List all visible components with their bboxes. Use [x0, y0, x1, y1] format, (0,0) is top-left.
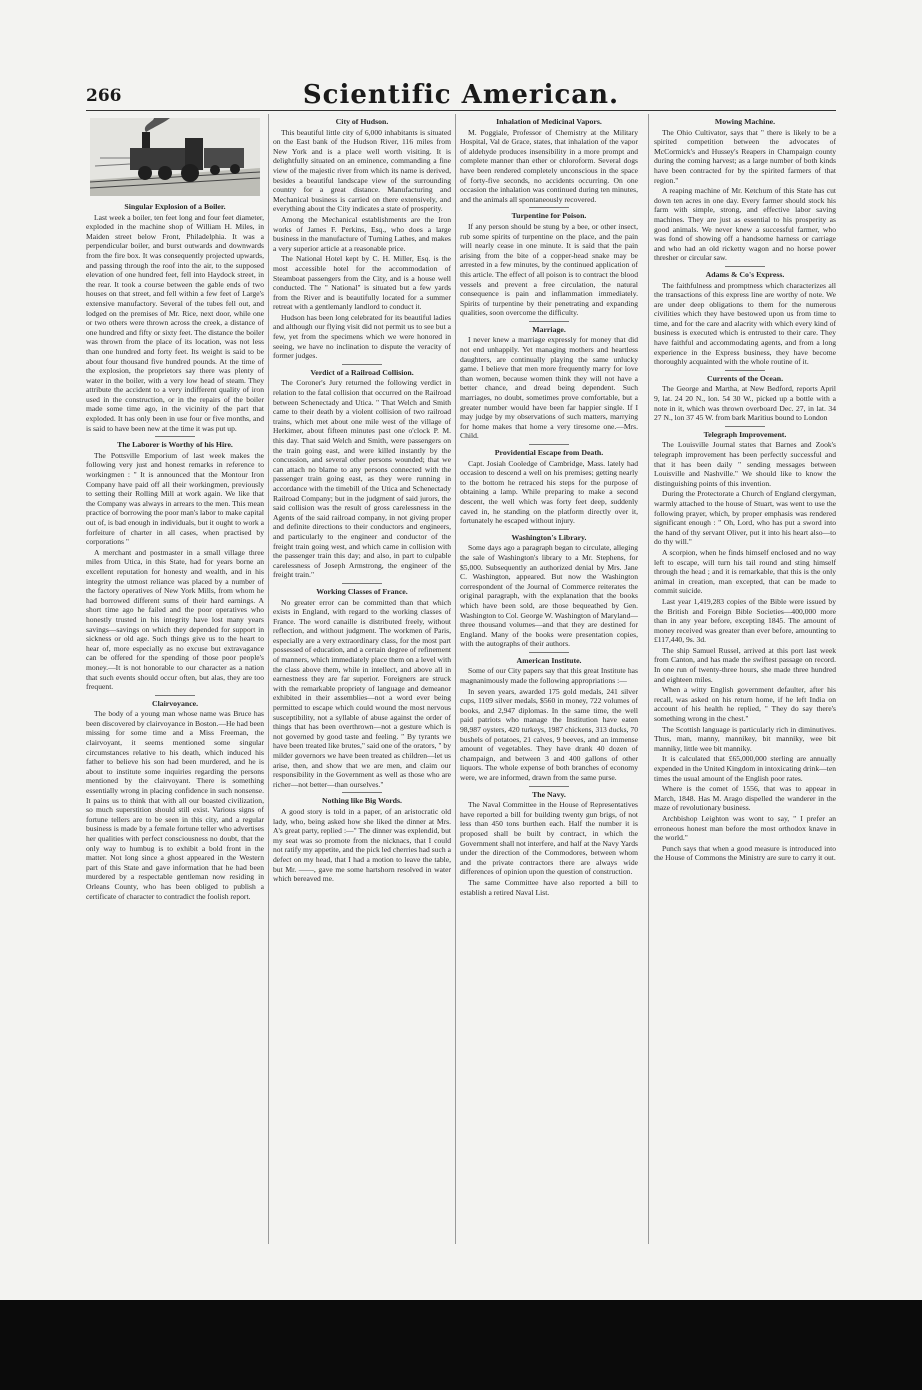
column-4 — [654, 114, 836, 1244]
article-divider — [725, 426, 765, 427]
page-number: 266 — [86, 86, 122, 106]
article-heading: Adams & Co's Express. — [705, 269, 785, 279]
article-divider — [155, 695, 195, 696]
article-divider — [725, 266, 765, 267]
article — [654, 117, 836, 263]
article-divider — [342, 792, 382, 793]
article-paragraph: A good story is told in a paper, of an aristocratic old lady, who, being asked how she liked the dinner at Mrs. A's great party, replied :—" The dinner was explendid, but my seat was so promote from the nicknacs, that I could not ratify my appetite, and the pick led cherries had such a defect on my head, that I had a motion to leave the table, but Mr. ——, gave me some hartshorn resolved in water which bereaved me. — [273, 806, 451, 884]
column-3 — [460, 114, 638, 1244]
article-divider — [529, 786, 569, 787]
locomotive-engraving — [90, 118, 260, 196]
article-paragraph: A scorpion, when he finds himself enclosed and no way left to escape, will turn his tail round and sting himself through the head ; and it is remarkable, that this is the only animal in creation, man excepted, that can be made to commit suicide. — [654, 547, 836, 596]
article-paragraph: If any person should be stung by a bee, or other insect, rub some spirits of turpentine on the place, and the pain will nearly cease in one minute. It is said that the pain arising from the bite of a copper-head snake may be arrested in a few minutes, by the continued application of this article. The effect of all poison is to contract the blood vessels and prevent a free circulation, the natural consequence is pain and inflammation immediately. Spirits of turpentine by their penetrating and expanding qualities, soon overcome the difficulty. — [460, 221, 638, 318]
article-paragraph: A merchant and postmaster in a small village three miles from Utica, in this State, had for years borne an excellent reputation for honesty and wealth, and in his integrity the utmost reliance was placed by a number of the factory operatives of New York Mills, from whom he had borrowed different sums of their hard earnings. A short time ago he failed and the poor operatives who honestly trusted in his integrity have lost many years savings—savings on which they depended for support in sickness or old age. Such things give us to the heart to hear of, more especially as no excuse but extravagance can be offered for the spending of those poor people's money.—It is not honorable to our character as a nation that such events should occur often, but alas, they are too frequent. — [86, 547, 264, 692]
article-heading: Singular Explosion of a Boiler. — [124, 202, 226, 211]
column-1 — [86, 114, 264, 1244]
article — [460, 325, 638, 441]
article-heading: Providential Escape from Death. — [494, 448, 604, 457]
article-paragraph: Last week a boiler, ten feet long and four feet diameter, exploded in the machine shop of William H. Miles, in Maiden street below Front, Philadelphia. It was a perpendicular boiler, and burst outwards and downwards from the fire box. It was consequently projected upwards, and passing through the roof into the air, to the supposed elevation of one hundred feet, fell into Haydock street, in the rear. It took a course between the gable ends of two houses on that street, and fell within a few feet of Large's extensive manufactory. Several of the tubes fell out, and lodged on the premises of Mr. Rice, next door, while one or two others were thrown across the creek, a distance of one hundred and fifty or sixty feet. The distance the boiler was thrown from the place of its location, was not less than one hundred and forty feet. Its weight is said to be about four thousand five hundred pounds. At the time of the explosion, the proprietors say there was plenty of water in the boiler, with a very low head of steam. They attribute the accident to a very indifferent quality of iron used in the construction, or in the repairs of the boiler made some time ago, in the vicinity of the part that exploded. It has only been in use four or five months, and is said to have been new at the time it was put up. — [86, 212, 264, 433]
article-divider — [155, 436, 195, 437]
article-heading: Verdict of a Railroad Collision. — [310, 367, 414, 377]
article-paragraph: The George and Martha, at New Bedford, reports April 9, lat. 24 20 N., lon. 54 30 W., picked up a bottle with a note in it, which was thrown overboard Dec. 27, in lat. 34 27 N., lon 37 45 W. from bark Maritius bound to London — [654, 384, 836, 423]
article-heading: Telegraph Improvement. — [703, 429, 787, 439]
article — [460, 211, 638, 318]
article-paragraph: In seven years, awarded 175 gold medals, 241 silver cups, 1109 silver medals, $560 in money, 722 volumes of books, and 2,947 diplomas. In the same time, the well paid patriots who manage the Institution have eaten 98,987 oysters, 420 turkeys, 1987 chickens, 313 ducks, 70 bushels of potatoes, 21 calves, 9 beeves, and an immense amount of vegetables. They have drank 40 dozen of champaign, and between 3 and 400 gallons of other liquors. The whole expense of both branches of economy were, we are informed, drawn from the same purse. — [460, 686, 638, 782]
article-paragraph: No greater error can be committed than that which exists in England, with regard to the working classes of France. The word canaille is distributed freely, without reflection, and without judgment. The workmen of Paris, especially are a very extraordinary class, for the most part possessed of education, and a certain degree of refinement of manners, which immediately place them on a level with the class above them, while in intellect, and above all in earnestness they are far superior. Foreigners are struck with the remarkable propriety of language and demeanor exhibited in their assemblies—not a word ever being permitted to escape which could wound the most nervous susceptibility, not a syllable of abuse against the order of things that has been overthrown—not a gesture which is not governed by good taste and feeling. " By tyrants we have been treated like brutes," said one of the orators, " by milder governors we have been treated as children—let us arise, then, and show that we are men, and claim our responsibility in the Government as well as those who are richer—not better—than ourselves." — [273, 597, 451, 789]
article-heading: Turpentine for Poison. — [511, 211, 587, 221]
article-heading: Clairvoyance. — [151, 698, 199, 708]
article-divider — [529, 321, 569, 322]
article — [86, 699, 264, 901]
column-divider — [268, 114, 269, 1244]
article-paragraph: Punch says that when a good measure is introduced into the House of Commons the Ministry are sure to carry it out. — [654, 843, 836, 863]
column-2 — [273, 114, 451, 1244]
article — [460, 656, 638, 783]
article-paragraph: Some of our City papers say that this great Institute has magnanimously made the following appropriations :— — [460, 666, 638, 686]
article-paragraph: Among the Mechanical establishments are the Iron works of James F. Perkins, Esq., who does a large business in the manufacture of Turning Lathes, and makes a very superior article at a reasonable price. — [273, 214, 451, 253]
article — [460, 448, 638, 526]
article-paragraph: When a witty English government defaulter, after his recall, was asked on his return home, if he left India on account of his health he replied, " They do say there's something wrong in the chest." — [654, 685, 836, 724]
header-rule — [86, 110, 836, 111]
article — [86, 202, 264, 433]
article-heading: Currents of the Ocean. — [706, 373, 784, 383]
article-heading: Working Classes of France. — [316, 586, 408, 596]
article — [460, 117, 638, 204]
article-heading: City of Hudson. — [335, 117, 389, 126]
masthead: Scientific American. — [302, 80, 620, 110]
article-paragraph: During the Protectorate a Church of England clergyman, warmly attached to the house of Stuart, was went to use the following prayer, which, by proper emphasis was rendered significant enough : " Oh, Lord, who has put a sword into the hand of thy servant Oliver, put it into his heart also—to do thy will." — [654, 489, 836, 547]
article-paragraph: The same Committee have also reported a bill to establish a retired Naval List. — [460, 877, 638, 897]
article-paragraph: M. Poggiale, Professor of Chemistry at the Military Hospital, Val de Grace, states, that inhalation of the vapor of aldehyde produces insensibility in a more prompt and complete manner than ether or chloroform. Several dogs have been rendered completely unconscious in the space of forty-five seconds, no accidents occurring. On one occasion the inhalation was continued during ten minutes, and the animals all spontaneously recovered. — [460, 127, 638, 204]
article-heading: The Laborer is Worthy of his Hire. — [117, 440, 233, 450]
article-paragraph: Archbishop Leighton was wont to say, " I prefer an erroneous honest man before the most orthodox knave in the world." — [654, 813, 836, 843]
article-paragraph: The Naval Committee in the House of Representatives have reported a bill for building twenty gun brigs, of not less than 450 tons burthen each. Half the number it is proposed shall be built by contract, in which the Government shall not interfere, and half at the Navy Yards under the direction of the Commodores, between whom and the private contractors there are always wide differences of opinion upon the question of construction. — [460, 800, 638, 877]
article — [654, 430, 836, 863]
article-paragraph: The Louisville Journal states that Barnes and Zook's telegraph improvement has been perfectly successful and that it has been daily " sending messages between Louisville and Nashville." We should like to know the distinguishing points of this invention. — [654, 440, 836, 488]
article-paragraph: Last year 1,419,283 copies of the Bible were issued by the British and Foreign Bible Societies—400,000 more than in any year before, excepting 1845. The amount of money received was greater than ever before, amounting to £117,440, 9s. 3d. — [654, 596, 836, 645]
column-divider — [455, 114, 456, 1244]
article-heading: American Institute. — [516, 655, 582, 665]
article-paragraph: The National Hotel kept by C. H. Miller, Esq. is the most accessible hotel for the accommodation of Steamboat passengers from the City, and is a house well conducted. The " National" is situated but a few yards from the River and is beautifully located for a summer retreat with a gentlemanly landlord to conduct it. — [273, 254, 451, 312]
article — [273, 587, 451, 789]
article-heading: Mowing Machine. — [714, 117, 776, 126]
article-heading: Inhalation of Medicinal Vapors. — [496, 117, 602, 126]
article-divider — [529, 444, 569, 445]
article-paragraph: The ship Samuel Russel, arrived at this port last week from Canton, and has made the swiftest passage on record. In one run of twenty-three hours, she made three hundred and eighteen miles. — [654, 645, 836, 684]
article-paragraph: The Scottish language is particularly rich in diminutives. Thus, man, manny, mannikey, bit manniky, wee bit manniky, little wee bit manniky. — [654, 724, 836, 753]
article — [273, 117, 451, 361]
article-heading: Washington's Library. — [511, 532, 587, 542]
article-paragraph: Hudson has been long celebrated for its beautiful ladies and although our flying visit did not permit us to see but a few, yet from the specimens which we were honored in seeing, we have no inclination to dispute the veracity of former judges. — [273, 312, 451, 361]
article — [273, 368, 451, 580]
article-paragraph: Capt. Josiah Cooledge of Cambridge, Mass. lately had occasion to descend a well on his premises; getting nearly to the bottom he retraced his steps for the purpose of obtaining a lamp. While preparing to make a second descent, the well which was forty feet deep, suddenly caved in, he standing on the platform directly over it, fortunately he escaped without injury. — [460, 458, 638, 526]
article-heading: Nothing like Big Words. — [321, 796, 402, 806]
article-paragraph: The Coroner's Jury returned the following verdict in relation to the fatal collision that occurred on the Railroad between Schenectady and Utica. " That Welch and Smith came to their death by a violent collision of two railroad trains, which met about one mile west of the village of Herkimer, about fifteen minutes past one o'clock P. M. this day. That said Welch and Smith, were passengers on the train going east, and were killed instantly by the concussion, and several other persons wounded; that we can attach no blame to any persons connected with the passenger train going east, as they were running in accordance with the timebill of the Utica and Schenectady Railroad Company; but in the judgment of said jurors, the said collision was the result of gross carelessness in the Agents of the said railroad company, in not giving proper and definite directions to their conductors and engineers, and particularly to the engineer and conductor of the freight train going west, and which came in collision with the passenger train this day; and also, in part to culpable carelessness of Joseph Armstrong, the engineer of the freight train." — [273, 378, 451, 580]
article-paragraph: The Pottsville Emporium of last week makes the following very just and honest remarks in reference to workingmen : " It is announced that the Montour Iron Company have paid off all their workingmen, previously to setting their Rolling Mill at work again. We like that the Company was always in arrears to the men. This mean practice of borrowing the poor man's labor to make capital out of, is bad enough in individuals, but it ought to work a forfeiture of charter in all cases, when practised by corporations " — [86, 450, 264, 547]
article-divider — [342, 583, 382, 584]
article-heading: The Navy. — [532, 789, 566, 799]
footer-bar — [0, 1300, 922, 1390]
article-paragraph: The faithfulness and promptness which characterizes all the transactions of this express line are worthy of note. We are under deep obligations to them for the numerous civilities which they have bestowed upon us from time to time, and for the care and alacrity with which every kind of business is executed which is entrusted to their care. They have faithful and accommodating agents, and from a long experience in the Express business, they have become thoroughly acquainted with the whole routine of it. — [654, 280, 836, 367]
article — [654, 374, 836, 423]
article — [654, 270, 836, 367]
article-heading: Marriage. — [532, 324, 566, 334]
article — [273, 796, 451, 883]
column-divider — [648, 114, 649, 1244]
article-paragraph: The Ohio Cultivator, says that " there is likely to be a spirited competition between the advocates of McCormick's and Hussey's Reapers in Champaign county during the coming harvest; as a large number of both kinds have been contracted for by the spirited farmers of that region." — [654, 127, 836, 185]
article-paragraph: A reaping machine of Mr. Ketchum of this State has cut down ten acres in one day. Every farmer should stock his farm with simple, strong, and effective labor saving machines. They are just as essential to his prosperity as good animals. We never knew a successful farmer, who was fond of showing off a handsome harness or carriage and who had an old ricketty wagon and no horse power thresher or circular saw. — [654, 186, 836, 263]
article-paragraph: This beautiful little city of 6,000 inhabitants is situated on the East bank of the Hudson River, 116 miles from New York and is a place well worth visiting. It is delightfully situated on an eminence, commanding a fine view of the majestic river from which its name is derived, besides a beautiful landscape view of the surrounding country for a great distance. Manufacturing and Mechanical business is carried on there extensively, and everything about the City indicates a state of prosperity. — [273, 127, 451, 214]
article-paragraph: Some days ago a paragraph began to circulate, alleging the sale of Washington's library to a Mr. Stephens, for $5,000. Subsequently an authorized denial by Mrs. Jane C. Washington, appeared. But now the Washington correspondent of the Journal of Commerce reiterates the original paragraph, with the explanation that the books which have been sold, are those bequeathed by Gen. Washington to Col. George W. Washington of Maryland—three thousand volumes—and that they are destined for England. Many of the books were presentation copies, with the autographs of their authors. — [460, 543, 638, 649]
article-paragraph: The body of a young man whose name was Bruce has been discovered by clairvoyance in Boston.—He had been missing for some time and a Miss Freeman, the clairvoyant, it seems mentioned some singular circumstances relative to his death, which induced his father to believe his son had been murdered, and he is about to institute some inquiries regarding the persons mentioned by the clairvoyant. There is something essentially wrong in placing confidence in such nonsense. It pains us to think that with all our boasted civilization, so much superstition should still exist. Various signs of fortune tellers are to be seen in this city, and a regular business is made by a female fortune teller who advertises her qualities with perfect consciousness no doubt, that the only way to humbug is to exhibit a bold front in the matter. Not long since a ghost appeared in the Western part of this State and gave information that he had been murdered by a respectable gentleman now residing in Orleans County, who has been obliged to publish a certificate of character to contradict the foolish report. — [86, 709, 264, 901]
article-divider — [529, 529, 569, 530]
article — [86, 440, 264, 691]
article — [460, 790, 638, 898]
article-divider — [529, 652, 569, 653]
article-paragraph: Where is the comet of 1556, that was to appear in March, 1848. Has M. Arago dispelled the wanderer in the maze of revolutionary business. — [654, 784, 836, 813]
article-divider — [725, 370, 765, 371]
article-paragraph: It is calculated that £65,000,000 sterling are annually expended in the United Kingdom in intoxicating drink—ten times the usual amount of the English poor rates. — [654, 754, 836, 783]
article-divider — [529, 207, 569, 208]
article-divider — [342, 364, 382, 365]
article-paragraph: I never knew a marriage expressly for money that did not end unhappily. Yet managing mothers and heartless daughters, are continually playing the same unlucky game. I believe that men more frequently marry for love than women, because women think they will not have a better chance, and dread being dependent. Such marriages, no doubt, sometimes prove comfortable, but a greater number would have been far happier single. If I may judge by my observations of such matters, marrying for home makes that home a very tiresome one.—Mrs. Child. — [460, 335, 638, 441]
article — [460, 533, 638, 649]
